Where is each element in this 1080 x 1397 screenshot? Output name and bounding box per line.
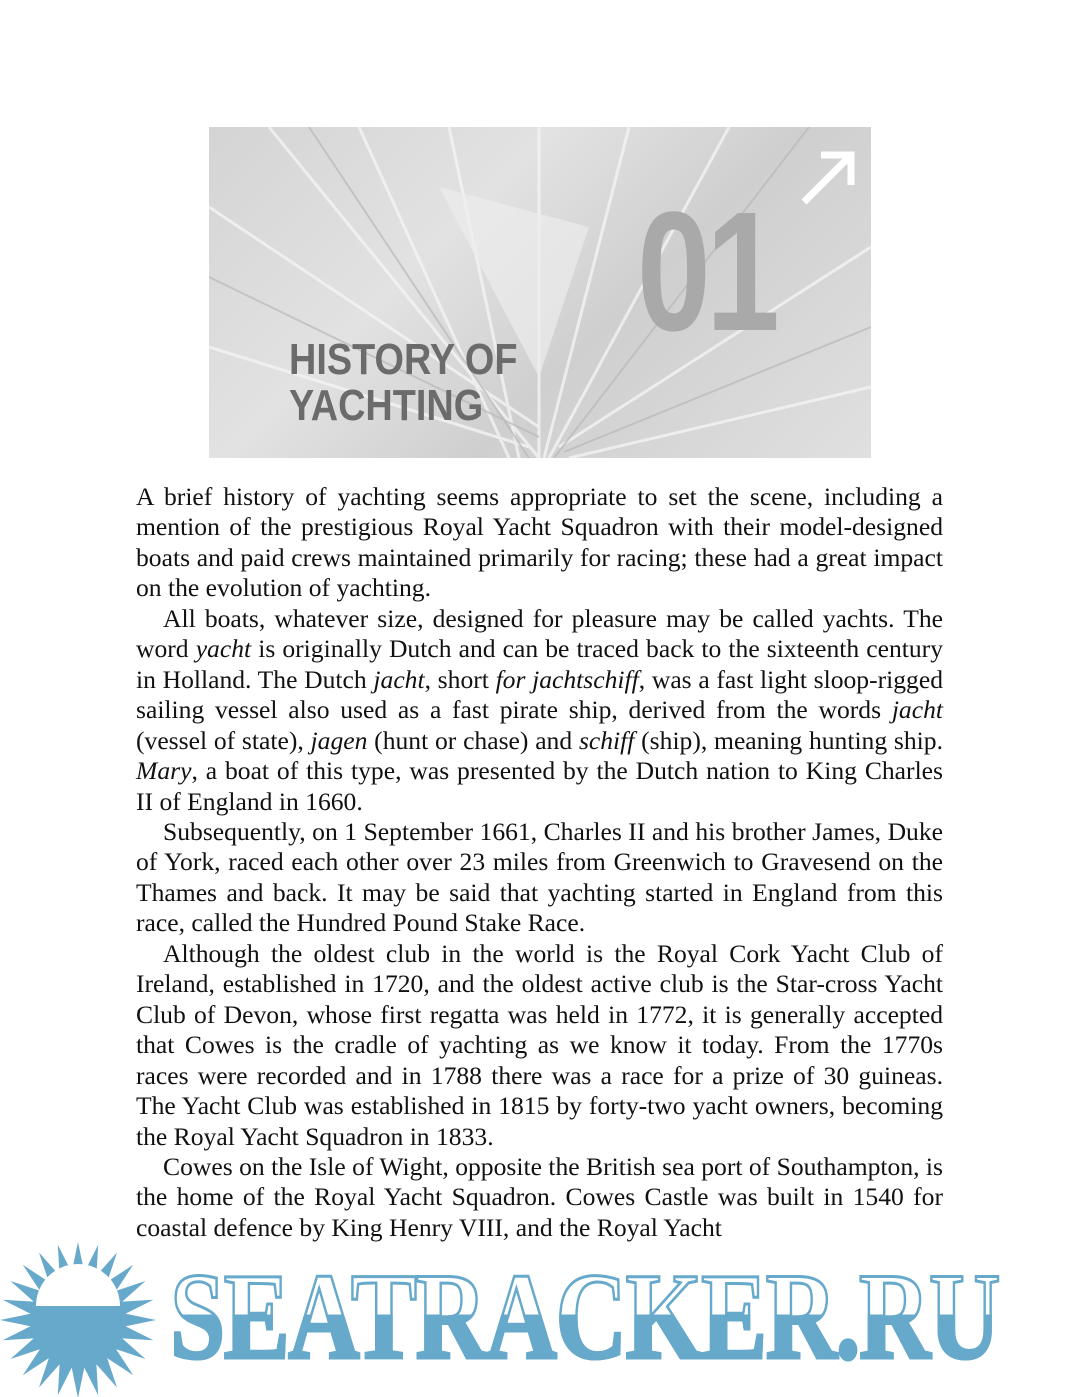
text-run: Subsequently, on 1 September 1661, Charles II and his brother James, Duke of York, raced each other over 23 miles from Greenwich to Gravesend on the Thames and back. It may be said that yachting started in England from this race, called the Hundred Pound Stake Race. <box>136 816 943 938</box>
text-run: , short <box>424 664 496 694</box>
text-run: All boats, whatever size, designed for pleasure may be called yachts. The word <box>136 603 943 664</box>
paragraph <box>136 604 943 817</box>
italic-term: yacht <box>195 634 252 664</box>
paragraph <box>136 1152 943 1243</box>
chapter-title-line1: HISTORY OF <box>289 335 518 384</box>
text-run: , a boat of this type, was presented by the Dutch nation to King Charles II of England in 1660. <box>136 756 943 816</box>
chapter-title <box>289 337 517 429</box>
italic-term: Mary <box>136 756 192 786</box>
text-run: , was a fast light sloop-rigged sailing vessel also used as a fast pirate ship, derived from the words <box>136 664 944 725</box>
arrow-up-right-icon <box>799 147 859 207</box>
text-run: (hunt or chase) and <box>367 725 579 755</box>
text-run: Cowes on the Isle of Wight, opposite the British sea port of Southampton, is the home of the Royal Yacht Squadron. Cowes Castle was built in 1540 for coastal defence by King Henry VIII, and the Royal Yacht <box>136 1151 943 1242</box>
italic-term: jacht <box>373 664 425 694</box>
text-run: Although the oldest club in the world is the Royal Cork Yacht Club of Ireland, established in 1720, and the oldest active club is the Star-cross Yacht Club of Devon, whose first regatta was held in 1772, it is generally accepted that Cowes is the cradle of yachting as we know it today. From the 1770s races were recorded and in 1788 there was a race for a prize of 30 guineas. The Yacht Club was established in 1815 by forty-two yacht owners, becoming the Royal Yacht Squadron in 1833. <box>136 938 943 1151</box>
italic-term: for jachtschiff <box>495 664 639 694</box>
body-text <box>136 482 943 1243</box>
paragraph <box>136 939 943 1152</box>
paragraph <box>136 482 943 604</box>
italic-term: schiff <box>578 725 635 755</box>
chapter-banner <box>209 127 871 458</box>
text-run: A brief history of yachting seems appropriate to set the scene, including a mention of the prestigious Royal Yacht Squadron with their model-designed boats and paid crews maintained primarily for racing; these had a great impact on the evolution of yachting. <box>136 482 943 603</box>
text-run: (vessel of state), <box>136 725 311 755</box>
text-run: (ship), meaning hunting ship. <box>634 725 943 755</box>
chapter-number: 01 <box>637 177 776 367</box>
chapter-title-line2: YACHTING <box>289 381 484 430</box>
text-run: is originally Dutch and can be traced back to the sixteenth century in Holland. The Dutch <box>136 634 944 694</box>
italic-term: jacht <box>891 695 943 725</box>
watermark-text: SEATRACKER.RU <box>170 1248 999 1385</box>
italic-term: jagen <box>310 725 368 755</box>
paragraph <box>136 817 943 939</box>
